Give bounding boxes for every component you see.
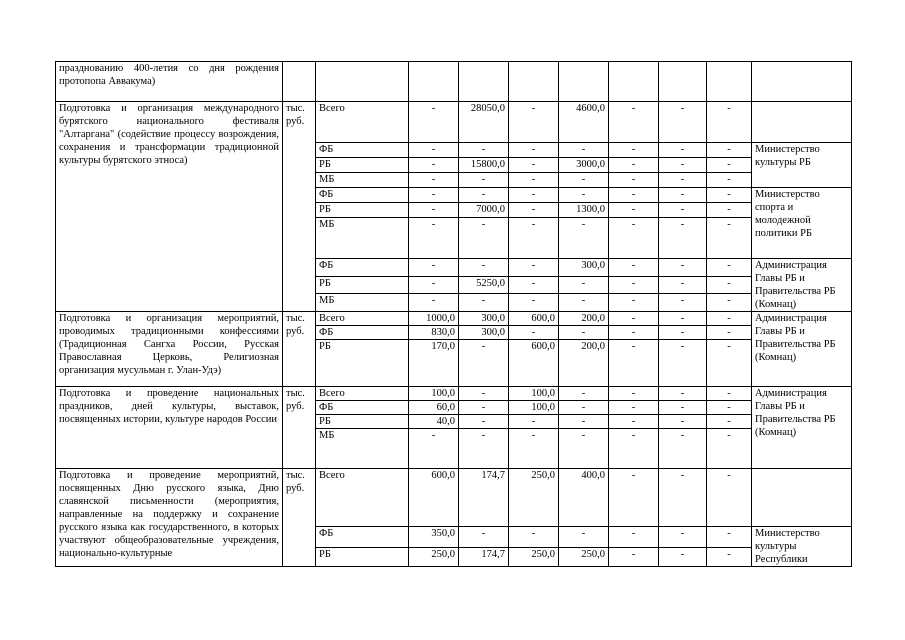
value-cell: 400,0 (559, 469, 609, 527)
responsible-agency: Администрация Главы РБ и Правительства РБ (Комнац) (752, 312, 852, 387)
value-cell: - (609, 188, 659, 203)
value-cell: 60,0 (409, 401, 459, 415)
value-cell: - (707, 469, 752, 527)
value-cell: 174,7 (459, 469, 509, 527)
responsible-agency: Министерство культуры Республики (752, 527, 852, 567)
value-cell: - (707, 143, 752, 158)
table-row (56, 62, 852, 102)
value-cell: 200,0 (559, 312, 609, 326)
value-cell: - (409, 158, 459, 173)
value-cell: - (509, 276, 559, 294)
value-cell: - (609, 415, 659, 429)
value-cell: - (459, 294, 509, 312)
value-cell: 300,0 (559, 259, 609, 277)
value-cell: 200,0 (559, 340, 609, 387)
value-cell: - (609, 312, 659, 326)
value-cell: 170,0 (409, 340, 459, 387)
value-cell: - (509, 326, 559, 340)
event-description: Подготовка и проведение мероприятий, посвященных Дню русского языка, Дню славянской письменности (мероприятия, направленные на поддержку и сохранение русского языка как государственного, в которых участвуют общеобразовательные учреждения, национально-культурные (56, 469, 283, 567)
unit-label: тыс. руб. (283, 387, 316, 469)
value-cell: - (707, 203, 752, 218)
funding-source: Всего (316, 102, 409, 143)
value-cell: 600,0 (509, 340, 559, 387)
value-cell: - (659, 276, 707, 294)
responsible-agency: Администрация Главы РБ и Правительства РБ (Комнац) (752, 259, 852, 312)
value-cell: - (559, 429, 609, 469)
table-row (56, 102, 852, 143)
value-cell: - (559, 188, 609, 203)
table-row (56, 469, 852, 527)
value-cell: - (659, 429, 707, 469)
value-cell: - (459, 259, 509, 277)
value-cell: - (409, 173, 459, 188)
value-cell: - (509, 218, 559, 259)
value-cell: - (659, 326, 707, 340)
value-cell: - (609, 340, 659, 387)
value-cell: - (409, 276, 459, 294)
value-cell: - (609, 203, 659, 218)
funding-source: ФБ (316, 259, 409, 277)
value-cell: - (509, 429, 559, 469)
value-cell: - (559, 173, 609, 188)
value-cell: 250,0 (509, 548, 559, 567)
event-description: Подготовка и организация международного бурятского национального фестиваля "Алтаргана" (содействие процессу возрождения, сохранения и трансформации традиционной культуры бурятского этноса) (56, 102, 283, 312)
empty-cell (509, 62, 559, 102)
value-cell: - (659, 527, 707, 548)
responsible-agency: Министерство культуры РБ (752, 143, 852, 188)
value-cell: - (659, 158, 707, 173)
empty-cell (316, 62, 409, 102)
value-cell: - (509, 415, 559, 429)
funding-source: РБ (316, 548, 409, 567)
value-cell: - (707, 102, 752, 143)
value-cell: - (659, 188, 707, 203)
value-cell: - (559, 294, 609, 312)
value-cell: - (609, 429, 659, 469)
event-description: Подготовка и организация мероприятий, проводимых традиционными конфессиями (Традиционная Сангха России, Русская Православная Церковь, Религиозная организация мусульман г. Улан-Удэ) (56, 312, 283, 387)
empty-cell (752, 469, 852, 527)
value-cell: 174,7 (459, 548, 509, 567)
value-cell: - (659, 548, 707, 567)
value-cell: 5250,0 (459, 276, 509, 294)
funding-source: ФБ (316, 143, 409, 158)
program-table (55, 61, 852, 567)
unit-label: тыс. руб. (283, 469, 316, 567)
value-cell: - (659, 387, 707, 401)
value-cell: - (459, 415, 509, 429)
value-cell: - (609, 469, 659, 527)
empty-cell (609, 62, 659, 102)
value-cell: - (609, 401, 659, 415)
value-cell: - (707, 173, 752, 188)
value-cell: - (509, 143, 559, 158)
value-cell: 250,0 (409, 548, 459, 567)
value-cell: - (707, 548, 752, 567)
responsible-agency: Администрация Главы РБ и Правительства РБ (Комнац) (752, 387, 852, 469)
value-cell: - (659, 218, 707, 259)
value-cell: 830,0 (409, 326, 459, 340)
value-cell: - (559, 387, 609, 401)
value-cell: 100,0 (409, 387, 459, 401)
value-cell: 15800,0 (459, 158, 509, 173)
funding-source: ФБ (316, 326, 409, 340)
value-cell: - (609, 294, 659, 312)
value-cell: 600,0 (409, 469, 459, 527)
responsible-agency: Министерство спорта и молодежной политики РБ (752, 188, 852, 259)
value-cell: - (459, 218, 509, 259)
value-cell: - (707, 527, 752, 548)
value-cell: - (409, 259, 459, 277)
value-cell: - (459, 188, 509, 203)
value-cell: - (509, 102, 559, 143)
value-cell: 100,0 (509, 401, 559, 415)
value-cell: - (707, 294, 752, 312)
value-cell: - (707, 259, 752, 277)
value-cell: - (659, 173, 707, 188)
value-cell: - (509, 294, 559, 312)
value-cell: - (609, 259, 659, 277)
value-cell: - (707, 429, 752, 469)
value-cell: - (559, 218, 609, 259)
value-cell: - (707, 340, 752, 387)
value-cell: - (509, 158, 559, 173)
value-cell: - (707, 312, 752, 326)
value-cell: - (609, 387, 659, 401)
value-cell: - (609, 218, 659, 259)
funding-source: МБ (316, 429, 409, 469)
funding-source: РБ (316, 158, 409, 173)
empty-cell (659, 62, 707, 102)
funding-source: МБ (316, 294, 409, 312)
value-cell: - (659, 415, 707, 429)
value-cell: 250,0 (559, 548, 609, 567)
value-cell: - (609, 527, 659, 548)
value-cell: - (509, 188, 559, 203)
value-cell: 300,0 (459, 326, 509, 340)
empty-cell (707, 62, 752, 102)
value-cell: - (609, 548, 659, 567)
value-cell: - (559, 401, 609, 415)
value-cell: - (559, 143, 609, 158)
value-cell: - (459, 173, 509, 188)
value-cell: - (659, 294, 707, 312)
value-cell: - (459, 401, 509, 415)
value-cell: 7000,0 (459, 203, 509, 218)
value-cell: - (559, 276, 609, 294)
funding-source: ФБ (316, 401, 409, 415)
value-cell: - (409, 429, 459, 469)
value-cell: - (707, 218, 752, 259)
value-cell: - (659, 143, 707, 158)
value-cell: - (409, 294, 459, 312)
value-cell: 100,0 (509, 387, 559, 401)
funding-source: Всего (316, 469, 409, 527)
value-cell: - (509, 527, 559, 548)
value-cell: - (659, 340, 707, 387)
funding-source: РБ (316, 340, 409, 387)
value-cell: - (559, 415, 609, 429)
value-cell: 350,0 (409, 527, 459, 548)
value-cell: - (707, 401, 752, 415)
value-cell: - (659, 312, 707, 326)
value-cell: - (707, 387, 752, 401)
empty-cell (409, 62, 459, 102)
value-cell: 40,0 (409, 415, 459, 429)
value-cell: 28050,0 (459, 102, 509, 143)
funding-source: Всего (316, 312, 409, 326)
value-cell: - (559, 326, 609, 340)
value-cell: - (609, 102, 659, 143)
value-cell: - (509, 203, 559, 218)
value-cell: - (409, 102, 459, 143)
funding-source: РБ (316, 276, 409, 294)
value-cell: - (559, 527, 609, 548)
value-cell: - (459, 527, 509, 548)
value-cell: - (659, 259, 707, 277)
value-cell: - (459, 387, 509, 401)
empty-cell (752, 102, 852, 143)
value-cell: - (659, 102, 707, 143)
value-cell: - (409, 218, 459, 259)
funding-source: МБ (316, 218, 409, 259)
empty-cell (752, 62, 852, 102)
funding-source: ФБ (316, 188, 409, 203)
value-cell: - (609, 173, 659, 188)
funding-source: РБ (316, 203, 409, 218)
table-row (56, 312, 852, 326)
value-cell: - (409, 188, 459, 203)
funding-source: РБ (316, 415, 409, 429)
empty-cell (283, 62, 316, 102)
value-cell: - (459, 340, 509, 387)
empty-cell (559, 62, 609, 102)
value-cell: - (609, 276, 659, 294)
value-cell: - (659, 401, 707, 415)
value-cell: - (509, 173, 559, 188)
value-cell: 1000,0 (409, 312, 459, 326)
value-cell: 300,0 (459, 312, 509, 326)
value-cell: - (707, 158, 752, 173)
value-cell: - (707, 415, 752, 429)
table-row (56, 387, 852, 401)
unit-label: тыс. руб. (283, 312, 316, 387)
value-cell: - (707, 326, 752, 340)
value-cell: - (409, 143, 459, 158)
value-cell: - (707, 188, 752, 203)
unit-label: тыс. руб. (283, 102, 316, 312)
value-cell: - (459, 143, 509, 158)
event-description: Подготовка и проведение национальных праздников, дней культуры, выставок, посвященных истории, культуре народов России (56, 387, 283, 469)
value-cell: - (609, 143, 659, 158)
value-cell: 3000,0 (559, 158, 609, 173)
value-cell: - (609, 158, 659, 173)
funding-source: Всего (316, 387, 409, 401)
value-cell: - (609, 326, 659, 340)
value-cell: - (509, 259, 559, 277)
value-cell: - (459, 429, 509, 469)
value-cell: 600,0 (509, 312, 559, 326)
value-cell: - (659, 469, 707, 527)
value-cell: 1300,0 (559, 203, 609, 218)
empty-cell (459, 62, 509, 102)
funding-source: ФБ (316, 527, 409, 548)
value-cell: - (707, 276, 752, 294)
value-cell: - (409, 203, 459, 218)
value-cell: - (659, 203, 707, 218)
funding-source: МБ (316, 173, 409, 188)
value-cell: 250,0 (509, 469, 559, 527)
value-cell: 4600,0 (559, 102, 609, 143)
event-description: празднованию 400-летия со дня рождения протопопа Аввакума) (56, 62, 283, 102)
